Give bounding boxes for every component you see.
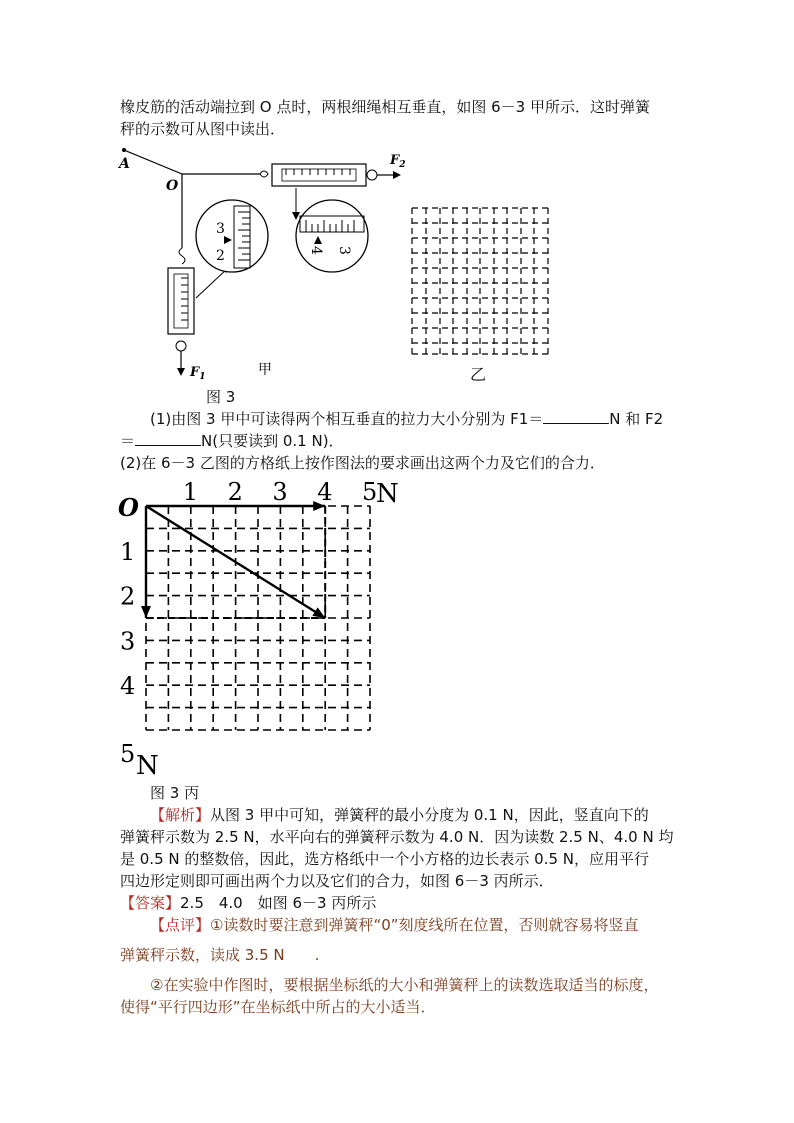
spring-scale-vertical xyxy=(168,268,194,334)
comment-tag: 【点评】 xyxy=(150,916,211,934)
question-1-cont: ＝ N(只要读到 0.1 N)． xyxy=(120,432,344,450)
top-tick-label: 2 xyxy=(227,478,243,506)
ring-down xyxy=(176,341,186,351)
intro-line-2: 秤的示数可从图中读出． xyxy=(120,120,286,138)
blank-f2[interactable] xyxy=(135,431,201,446)
hook-right xyxy=(260,171,268,177)
comment-line-3: ②在实验中作图时，要根据坐标纸的大小和弹簧秤上的读数选取适当的标度， xyxy=(150,976,659,994)
label-f2: $F_2$ xyxy=(390,153,406,170)
label-yi: 乙 xyxy=(470,365,487,384)
left-tick-label: 1 xyxy=(120,537,136,566)
bing-left-unit: N xyxy=(136,751,159,780)
string-a-o xyxy=(124,150,182,174)
magnifier-right xyxy=(296,200,368,272)
blank-f1[interactable] xyxy=(543,409,609,424)
comment-line-4: 使得“平行四边形”在坐标纸中所占的大小适当． xyxy=(120,998,436,1016)
ring-right xyxy=(367,170,377,180)
arrow-f2 xyxy=(393,171,401,179)
analysis-tag: 【解析】 xyxy=(150,806,211,824)
figure-yi-grid xyxy=(410,206,552,358)
spring-scale-horizontal xyxy=(272,164,366,186)
figure-bing xyxy=(112,474,412,780)
intro-line-1: 橡皮筋的活动端拉到 O 点时，两根细绳相互垂直，如图 6－3 甲所示．这时弹簧 xyxy=(120,98,650,116)
svg-text:2: 2 xyxy=(216,248,225,264)
svg-text:3: 3 xyxy=(336,246,352,255)
point-a-dot xyxy=(122,148,126,152)
arrowhead-f1 xyxy=(141,606,151,618)
hook-down xyxy=(179,248,185,264)
label-a: A xyxy=(119,156,130,172)
analysis-line-4: 四边形定则即可画出两个力以及它们的合力，如图 6－3 丙所示． xyxy=(120,872,554,890)
label-jia: 甲 xyxy=(258,362,272,378)
bing-origin: O xyxy=(118,493,139,522)
analysis-line-2: 弹簧秤示数为 2.5 N，水平向右的弹簧秤示数为 4.0 N．因为读数 2.5 N、4.0 N 均 xyxy=(120,828,674,846)
svg-text:4: 4 xyxy=(308,246,324,255)
magnifier-left xyxy=(196,200,268,272)
question-1: (1)由图 3 甲中可读得两个相互垂直的拉力大小分别为 F1＝ N 和 F2 xyxy=(150,410,664,428)
figure-jia xyxy=(110,140,410,390)
comment-line-1: 【点评】①读数时要注意到弹簧秤“0”刻度线所在位置，否则就容易将竖直 xyxy=(150,916,639,934)
left-tick-label: 5 xyxy=(120,740,136,768)
left-tick-label: 3 xyxy=(120,627,136,656)
analysis-line-3: 是 0.5 N 的整数倍，因此，选方格纸中一个小方格的边长表示 0.5 N，应用平行 xyxy=(120,850,649,868)
left-tick-label: 4 xyxy=(120,672,136,701)
top-tick-label: 5 xyxy=(362,478,378,506)
top-tick-label: 1 xyxy=(182,478,199,506)
answer-tag: 【答案】 xyxy=(120,894,181,912)
bing-top-unit: N xyxy=(376,479,399,509)
arrowhead-resultant xyxy=(312,607,325,618)
svg-text:3: 3 xyxy=(216,221,225,237)
answer-line: 【答案】2.5 4.0 如图 6－3 丙所示 xyxy=(120,894,377,912)
label-f1: $F_1$ xyxy=(190,365,206,382)
caption-fig3: 图 3 xyxy=(206,388,236,406)
caption-fig3-bing: 图 3 丙 xyxy=(150,784,200,802)
analysis-line-1: 【解析】从图 3 甲中可知，弹簧秤的最小分度为 0.1 N，因此，竖直向下的 xyxy=(150,806,649,824)
top-tick-label: 3 xyxy=(272,478,288,506)
question-2: (2)在 6－3 乙图的方格纸上按作图法的要求画出这两个力及它们的合力． xyxy=(120,454,605,472)
arrow-f1 xyxy=(177,368,185,376)
comment-line-2: 弹簧秤示数，读成 3.5 N . xyxy=(120,946,320,964)
left-tick-label: 2 xyxy=(120,582,136,611)
top-tick-label: 4 xyxy=(317,478,333,506)
label-o: O xyxy=(166,178,179,194)
